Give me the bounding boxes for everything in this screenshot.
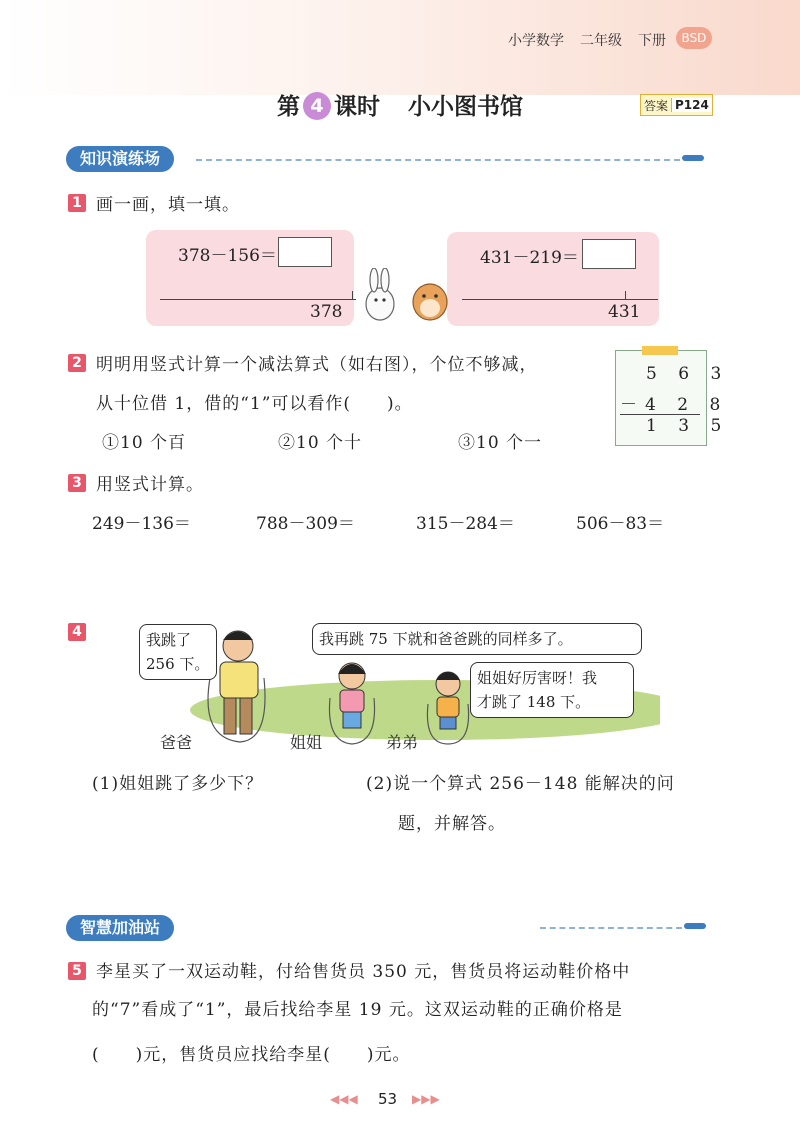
label-brother: 弟弟: [386, 733, 419, 752]
pencil-icon: [682, 155, 704, 161]
title-suffix: 课时: [334, 94, 380, 120]
rabbit-icon: [366, 268, 394, 320]
q3-expr-3: 315－284＝: [416, 514, 515, 534]
dad-bubble-line-2: 256 下。: [146, 655, 210, 673]
edition-badge: BSD: [676, 27, 712, 49]
pencil-icon: [684, 923, 706, 929]
hamster-icon: [413, 284, 447, 320]
section-banner-challenge: 智慧加油站: [66, 915, 174, 941]
answer-reference: [640, 94, 713, 116]
calc-subtrahend: －4 2 8: [620, 395, 729, 415]
calc-result: 1 3 5: [646, 416, 730, 436]
q1-left-equation: 378－156＝: [178, 246, 277, 266]
section-divider: [196, 159, 680, 161]
q1-left-bar-line: [160, 299, 356, 300]
question-number: 2: [68, 354, 86, 372]
brother-speech-bubble: [470, 662, 634, 718]
footer-right-arrows-icon: ▶▶▶: [412, 1092, 440, 1106]
label-father: 爸爸: [160, 733, 193, 752]
question-number: 3: [68, 474, 86, 492]
q3-expr-4: 506－83＝: [576, 514, 665, 534]
q3-instruction: 用竖式计算。: [96, 475, 204, 495]
q1-right-bar-line: [462, 299, 658, 300]
dad-speech-bubble: [139, 624, 217, 680]
calc-minuend: 5 6 3: [646, 364, 730, 384]
q5-line-2: 的“7”看成了“1”，最后找给李星 19 元。这双运动鞋的正确价格是: [92, 1000, 623, 1020]
title-name: 小小图书馆: [408, 94, 523, 120]
volume-label: 下册: [638, 33, 666, 49]
title-prefix: 第: [277, 94, 300, 120]
q2-option-a[interactable]: ①10 个百: [102, 433, 187, 453]
sister-speech-bubble: 我再跳 75 下就和爸爸跳的同样多了。: [312, 623, 642, 655]
answer-label: 答案: [644, 98, 669, 113]
q4-subquestion-2-line-2: 题，并解答。: [398, 814, 506, 834]
grade-label: 二年级: [580, 33, 622, 49]
q1-right-total: 431: [608, 302, 641, 322]
q1-instruction: 画一画，填一填。: [96, 195, 240, 215]
q2-line-2: 从十位借 1，借的“1”可以看作( )。: [96, 394, 413, 414]
q2-line-1: 明明用竖式计算一个减法算式（如右图），个位不够减，: [96, 355, 538, 375]
q4-subquestion-1: (1)姐姐跳了多少下？: [92, 774, 264, 794]
page-number: 53: [378, 1090, 398, 1108]
answer-page: P124: [671, 98, 712, 112]
tape-icon: [642, 346, 678, 355]
q2-option-c[interactable]: ③10 个一: [458, 433, 543, 453]
q1-right-tick: [625, 291, 626, 299]
subject-label: 小学数学: [508, 33, 564, 49]
q2-option-b[interactable]: ②10 个十: [278, 433, 363, 453]
label-sister: 姐姐: [290, 733, 323, 752]
header-band: [0, 0, 800, 95]
q1-left-answer-box[interactable]: [278, 237, 332, 267]
question-number: 1: [68, 194, 86, 212]
dad-bubble-line-1: 我跳了: [146, 631, 192, 649]
question-number: 5: [68, 962, 86, 980]
q5-line-1: 李星买了一双运动鞋，付给售货员 350 元，售货员将运动鞋价格中: [96, 962, 631, 982]
calc-rule: [620, 414, 700, 415]
lesson-number-badge: 4: [303, 92, 331, 120]
q5-line-3: ( )元，售货员应找给李星( )元。: [92, 1045, 411, 1065]
q1-right-answer-box[interactable]: [582, 239, 636, 269]
q1-right-equation: 431－219＝: [480, 248, 579, 268]
rabbit-hamster-illustration: [352, 268, 452, 330]
q1-left-total: 378: [310, 302, 343, 322]
section-divider: [540, 927, 682, 929]
brother-bubble-line-1: 姐姐好厉害呀！我: [477, 669, 598, 687]
question-number: 4: [68, 623, 86, 641]
q3-expr-1: 249－136＝: [92, 514, 191, 534]
q4-subquestion-2-line-1: (2)说一个算式 256－148 能解决的问: [366, 774, 675, 794]
q3-expr-2: 788－309＝: [256, 514, 355, 534]
footer-left-arrows-icon: ◀◀◀: [330, 1092, 358, 1106]
section-banner-practice: 知识演练场: [66, 146, 174, 172]
brother-bubble-line-2: 才跳了 148 下。: [477, 693, 591, 711]
